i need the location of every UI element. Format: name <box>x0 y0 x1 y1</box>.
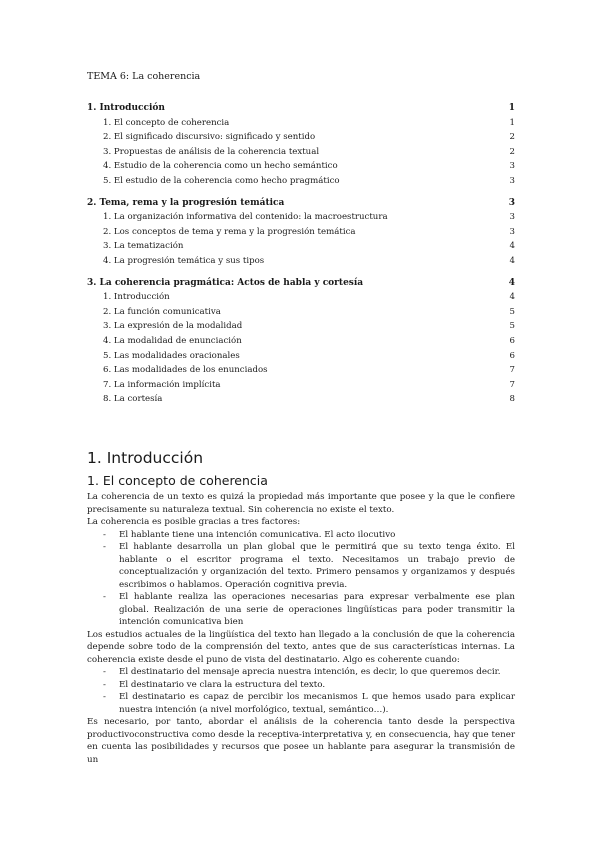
toc-section-link[interactable] <box>87 196 515 211</box>
toc-label: 1. La organización informativa del contenido: la macroestructura <box>103 212 388 223</box>
toc-page-number: 5 <box>509 321 515 332</box>
toc-page-number: 7 <box>509 379 515 390</box>
toc-label: 4. Estudio de la coherencia como un hecho semántico <box>103 161 338 172</box>
body-text <box>87 491 515 766</box>
toc-subsection-link[interactable] <box>87 305 515 320</box>
toc-label: 4. La progresión temática y sus tipos <box>103 255 265 266</box>
toc-label: 3. La tematización <box>103 241 184 252</box>
toc-page-number: 4 <box>509 255 515 266</box>
toc-section-link[interactable] <box>87 101 515 116</box>
toc-subsection-link[interactable] <box>87 378 515 393</box>
toc-page-number: 6 <box>509 350 515 361</box>
toc-label: 5. Las modalidades oracionales <box>103 350 240 361</box>
toc-label: 7. La información implícita <box>103 379 221 390</box>
toc-subsection-link[interactable] <box>87 254 515 269</box>
list-item: - El hablante realiza las operaciones necesarias para expresar verbalmente ese plan global. Realización de una serie de operaciones lingüísticas para poder transmitir la intención comunicativa bien <box>119 591 515 629</box>
toc-page-number: 3 <box>508 197 515 208</box>
toc-label: 5. El estudio de la coherencia como hecho pragmático <box>103 175 340 186</box>
toc-label: 2. Los conceptos de tema y rema y la progresión temática <box>103 226 356 237</box>
toc-subsection-link[interactable] <box>87 363 515 378</box>
toc-label: 2. El significado discursivo: significado y sentido <box>103 132 316 143</box>
toc-label: 6. Las modalidades de los enunciados <box>103 365 268 376</box>
toc-label: 2. Tema, rema y la progresión temática <box>87 197 285 208</box>
toc-page-number: 3 <box>509 175 515 186</box>
toc-subsection-link[interactable] <box>87 349 515 364</box>
toc-subsection-link[interactable] <box>87 239 515 254</box>
toc-page-number: 4 <box>508 277 515 288</box>
document-title: TEMA 6: La coherencia <box>87 71 201 82</box>
toc-label: 1. Introducción <box>87 103 165 113</box>
toc-page-number: 8 <box>509 394 515 405</box>
table-of-contents <box>87 101 515 407</box>
section-heading: 1. Introducción <box>87 449 204 467</box>
toc-section-link[interactable] <box>87 276 515 291</box>
toc-subsection-link[interactable] <box>87 130 515 145</box>
toc-subsection-link[interactable] <box>87 334 515 349</box>
paragraph: Es necesario, por tanto, abordar el análisis de la coherencia tanto desde la perspectiva productivoconstructiva como desde la receptiva-interpretativa y, en consecuencia, hay que tener en cuenta las posibilidades y recursos que posee un hablante para asegurar la transmisión de un <box>87 717 515 765</box>
toc-label: 3. La expresión de la modalidad <box>103 321 243 332</box>
list-item: - El destinatario ve clara la estructura del texto. <box>119 679 515 692</box>
toc-page-number: 4 <box>509 292 515 303</box>
toc-subsection-link[interactable] <box>87 225 515 240</box>
toc-label: 8. La cortesía <box>103 394 163 405</box>
toc-label: 3. La coherencia pragmática: Actos de habla y cortesía <box>87 277 364 288</box>
toc-subsection-link[interactable] <box>87 392 515 407</box>
toc-label: 1. El concepto de coherencia <box>103 117 230 128</box>
toc-subsection-link[interactable] <box>87 159 515 174</box>
list-item: - El hablante tiene una intención comunicativa. El acto ilocutivo <box>119 529 515 542</box>
toc-page-number: 3 <box>509 226 515 237</box>
toc-label: 3. Propuestas de análisis de la coherencia textual <box>103 146 320 157</box>
toc-subsection-link[interactable] <box>87 145 515 160</box>
toc-page-number: 3 <box>509 161 515 172</box>
toc-page-number: 1 <box>509 117 515 128</box>
toc-page-number: 6 <box>509 335 515 346</box>
toc-subsection-link[interactable] <box>87 319 515 334</box>
toc-subsection-link[interactable] <box>87 116 515 131</box>
toc-page-number: 1 <box>508 103 515 113</box>
toc-page-number: 7 <box>509 365 515 376</box>
subsection-heading: 1. El concepto de coherencia <box>87 473 268 488</box>
toc-label: 4. La modalidad de enunciación <box>103 335 242 346</box>
toc-label: 2. La función comunicativa <box>103 306 221 317</box>
toc-page-number: 4 <box>509 241 515 252</box>
paragraph: La coherencia de un texto es quizá la propiedad más importante que posee y la que le confiere precisamente su naturaleza textual. Sin coherencia no existe el texto. <box>87 492 515 515</box>
list-item: - El destinatario es capaz de percibir los mecanismos L que hemos usado para explicar nuestra intención (a nivel morfológico, textual, semántico…). <box>119 691 515 716</box>
list-item: - El destinatario del mensaje aprecia nuestra intención, es decir, lo que queremos decir. <box>119 666 515 679</box>
paragraph: Los estudios actuales de la lingüística del texto han llegado a la conclusión de que la coherencia depende sobre todo de la comprensión del texto, antes que de sus características internas. La coherencia existe desde el puno de vista del destinatario. Algo es coherente cuando: <box>87 629 515 665</box>
toc-subsection-link[interactable] <box>87 290 515 305</box>
paragraph: La coherencia es posible gracias a tres factores: <box>87 517 301 527</box>
toc-subsection-link[interactable] <box>87 210 515 225</box>
toc-label: 1. Introducción <box>103 292 170 303</box>
toc-page-number: 2 <box>509 132 515 143</box>
toc-subsection-link[interactable] <box>87 174 515 189</box>
list-item: - El hablante desarrolla un plan global que le permitirá que su texto tenga éxito. El hablante o el escritor programa el texto. Necesitamos un trabajo previo de conceptualización y organización del texto. Primero pensamos y organizamos y después escribimos o hablamos. Operación cognitiva previa. <box>119 541 515 591</box>
factor-list <box>87 529 515 629</box>
toc-page-number: 2 <box>509 146 515 157</box>
toc-page-number: 5 <box>509 306 515 317</box>
condition-list <box>87 666 515 716</box>
toc-page-number: 3 <box>509 212 515 223</box>
